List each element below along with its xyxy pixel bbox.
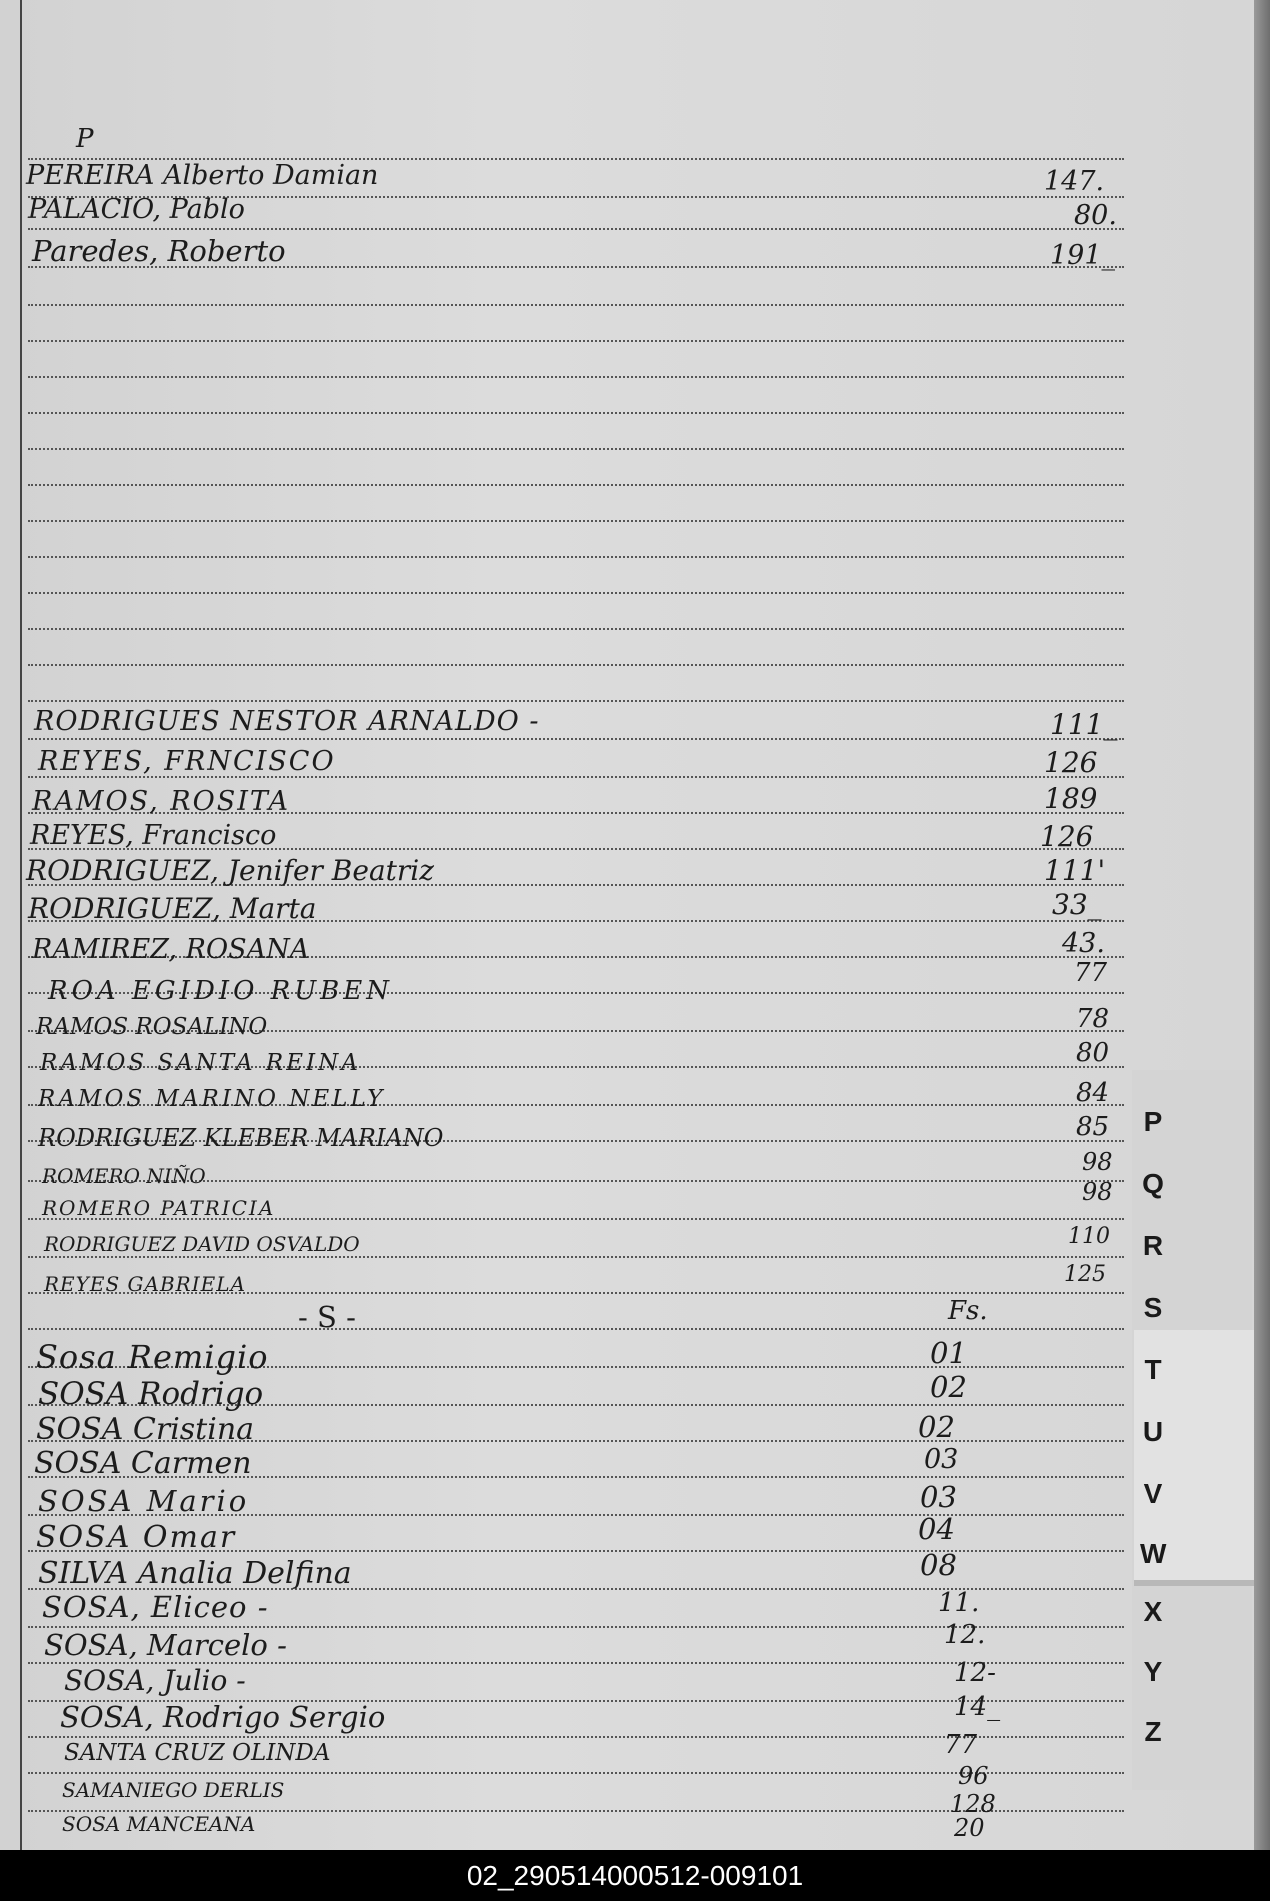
entry-folio: 189 bbox=[1044, 782, 1098, 815]
entry-name: ROMERO NIÑO bbox=[42, 1164, 206, 1188]
entry-name: SANTA CRUZ OLINDA bbox=[64, 1740, 331, 1766]
entry-folio: 126 bbox=[1044, 746, 1098, 779]
entry-folio: 85 bbox=[1076, 1112, 1110, 1142]
entry-folio: 191_ bbox=[1050, 240, 1116, 271]
entry-folio: 11. bbox=[938, 1588, 980, 1618]
index-tab-v[interactable]: V bbox=[1143, 1478, 1163, 1509]
index-tab-t[interactable]: T bbox=[1144, 1354, 1162, 1385]
entry-name: Paredes, Roberto bbox=[32, 234, 286, 268]
entry-name: RAMOS MARINO NELLY bbox=[38, 1086, 386, 1112]
entry-name: PEREIRA Alberto Damian bbox=[26, 160, 379, 191]
entry-name: REYES GABRIELA bbox=[44, 1272, 246, 1296]
entry-name: PALACIO, Pablo bbox=[28, 194, 245, 225]
ruled-line bbox=[28, 412, 1124, 414]
entry-name: ROMERO PATRICIA bbox=[42, 1196, 276, 1220]
ruled-line bbox=[28, 1256, 1124, 1258]
entry-name: RODRIGUES NESTOR ARNALDO - bbox=[34, 706, 540, 737]
entry-name: SOSA, Rodrigo Sergio bbox=[60, 1700, 386, 1734]
ruled-line bbox=[28, 484, 1124, 486]
index-tab-y[interactable]: Y bbox=[1143, 1656, 1163, 1687]
index-tab-p[interactable]: P bbox=[1143, 1106, 1163, 1137]
entry-folio: 33_ bbox=[1052, 888, 1102, 921]
index-tab-x[interactable]: X bbox=[1143, 1596, 1163, 1627]
index-tab-q[interactable]: Q bbox=[1142, 1168, 1164, 1199]
ruled-line bbox=[28, 448, 1124, 450]
entry-name: SAMANIEGO DERLIS bbox=[62, 1778, 285, 1802]
entry-name: RODRIGUEZ, Jenifer Beatriz bbox=[26, 854, 434, 887]
entry-name: SOSA Omar bbox=[36, 1520, 237, 1555]
ruled-line bbox=[28, 664, 1124, 666]
entry-folio: 02 bbox=[918, 1410, 955, 1444]
entry-name: RODRIGUEZ DAVID OSVALDO bbox=[44, 1232, 360, 1256]
entry-name: RAMOS ROSALINO bbox=[36, 1014, 268, 1040]
entry-folio: 08 bbox=[920, 1548, 957, 1582]
ruled-line bbox=[28, 228, 1124, 230]
entry-folio: 110 bbox=[1068, 1224, 1110, 1249]
ruled-line bbox=[28, 700, 1124, 702]
ruled-line bbox=[28, 738, 1124, 740]
index-tab-u[interactable]: U bbox=[1142, 1416, 1164, 1447]
margin-line bbox=[20, 0, 22, 1850]
tab-divider bbox=[1134, 1580, 1254, 1586]
entry-name: RAMOS, ROSITA bbox=[32, 786, 290, 817]
entry-name: REYES, FRNCISCO bbox=[38, 746, 336, 777]
entry-name: RODRIGUEZ KLEBER MARIANO bbox=[38, 1124, 444, 1152]
ruled-line bbox=[28, 520, 1124, 522]
entry-folio: 80. bbox=[1074, 200, 1117, 231]
entry-name: SOSA Carmen bbox=[34, 1446, 252, 1481]
entry-folio: 14_ bbox=[954, 1692, 1001, 1722]
entry-folio: 77 bbox=[1074, 958, 1108, 988]
entry-folio: 20 bbox=[954, 1814, 985, 1842]
ruled-line bbox=[28, 376, 1124, 378]
entry-folio: 03 bbox=[920, 1480, 957, 1514]
entry-name: SOSA Rodrigo bbox=[38, 1376, 264, 1412]
entry-name: REYES, Francisco bbox=[30, 820, 277, 851]
entry-name: RODRIGUEZ, Marta bbox=[28, 892, 317, 925]
image-caption: 02_290514000512-009101 bbox=[466, 1860, 804, 1891]
section-heading: - S - bbox=[298, 1300, 356, 1334]
section-letter: P bbox=[76, 124, 94, 154]
ruled-line bbox=[28, 556, 1124, 558]
entry-name: SOSA, Marcelo - bbox=[44, 1628, 287, 1662]
index-tab-s[interactable]: S bbox=[1143, 1292, 1163, 1323]
entry-folio: 43. bbox=[1062, 928, 1105, 959]
entry-name: SOSA Mario bbox=[38, 1484, 250, 1518]
entry-folio: 111_ bbox=[1050, 708, 1118, 741]
entry-folio: 147. bbox=[1044, 166, 1105, 197]
entry-folio: 126 bbox=[1040, 820, 1094, 853]
ruled-line bbox=[28, 592, 1124, 594]
page-edge bbox=[1254, 0, 1270, 1850]
entry-folio: 111' bbox=[1044, 854, 1106, 887]
entry-folio: 03 bbox=[924, 1444, 959, 1475]
entry-name: SOSA Cristina bbox=[36, 1412, 255, 1447]
folio-column-header: Fs. bbox=[948, 1296, 988, 1326]
ruled-line bbox=[28, 304, 1124, 306]
entry-folio: 12. bbox=[944, 1620, 986, 1650]
index-tab-w[interactable]: W bbox=[1140, 1538, 1167, 1569]
entry-folio: 84 bbox=[1076, 1078, 1110, 1108]
entry-folio: 125 bbox=[1064, 1262, 1106, 1287]
index-tab-r[interactable]: R bbox=[1142, 1230, 1164, 1261]
ruled-line bbox=[28, 340, 1124, 342]
entry-name: SOSA, Julio - bbox=[64, 1664, 246, 1697]
entry-folio: 01 bbox=[930, 1336, 967, 1370]
entry-folio: 78 bbox=[1076, 1004, 1110, 1034]
entry-folio: 04 bbox=[918, 1512, 955, 1546]
entry-folio: 128 bbox=[950, 1790, 996, 1818]
ruled-line bbox=[28, 628, 1124, 630]
entry-folio: 96 bbox=[958, 1762, 989, 1790]
entry-folio: 12- bbox=[954, 1658, 996, 1688]
entry-folio: 80 bbox=[1076, 1038, 1110, 1068]
entry-folio: 98 bbox=[1082, 1148, 1113, 1176]
entry-name: RAMIREZ, ROSANA bbox=[32, 934, 310, 965]
entry-name: RAMOS SANTA REINA bbox=[40, 1050, 361, 1076]
entry-folio: 98 bbox=[1082, 1178, 1113, 1206]
entry-name: Sosa Remigio bbox=[36, 1338, 269, 1376]
entry-name: ROA EGIDIO RUBEN bbox=[48, 976, 393, 1006]
entry-folio: 02 bbox=[930, 1370, 967, 1404]
entry-name: SILVA Analia Delfina bbox=[38, 1556, 352, 1591]
entry-folio: 77 bbox=[944, 1730, 978, 1760]
index-tab-z[interactable]: Z bbox=[1144, 1716, 1162, 1747]
ruled-line bbox=[28, 1328, 1124, 1330]
entry-name: SOSA, Eliceo - bbox=[42, 1590, 269, 1624]
entry-name: SOSA MANCEANA bbox=[62, 1812, 256, 1836]
